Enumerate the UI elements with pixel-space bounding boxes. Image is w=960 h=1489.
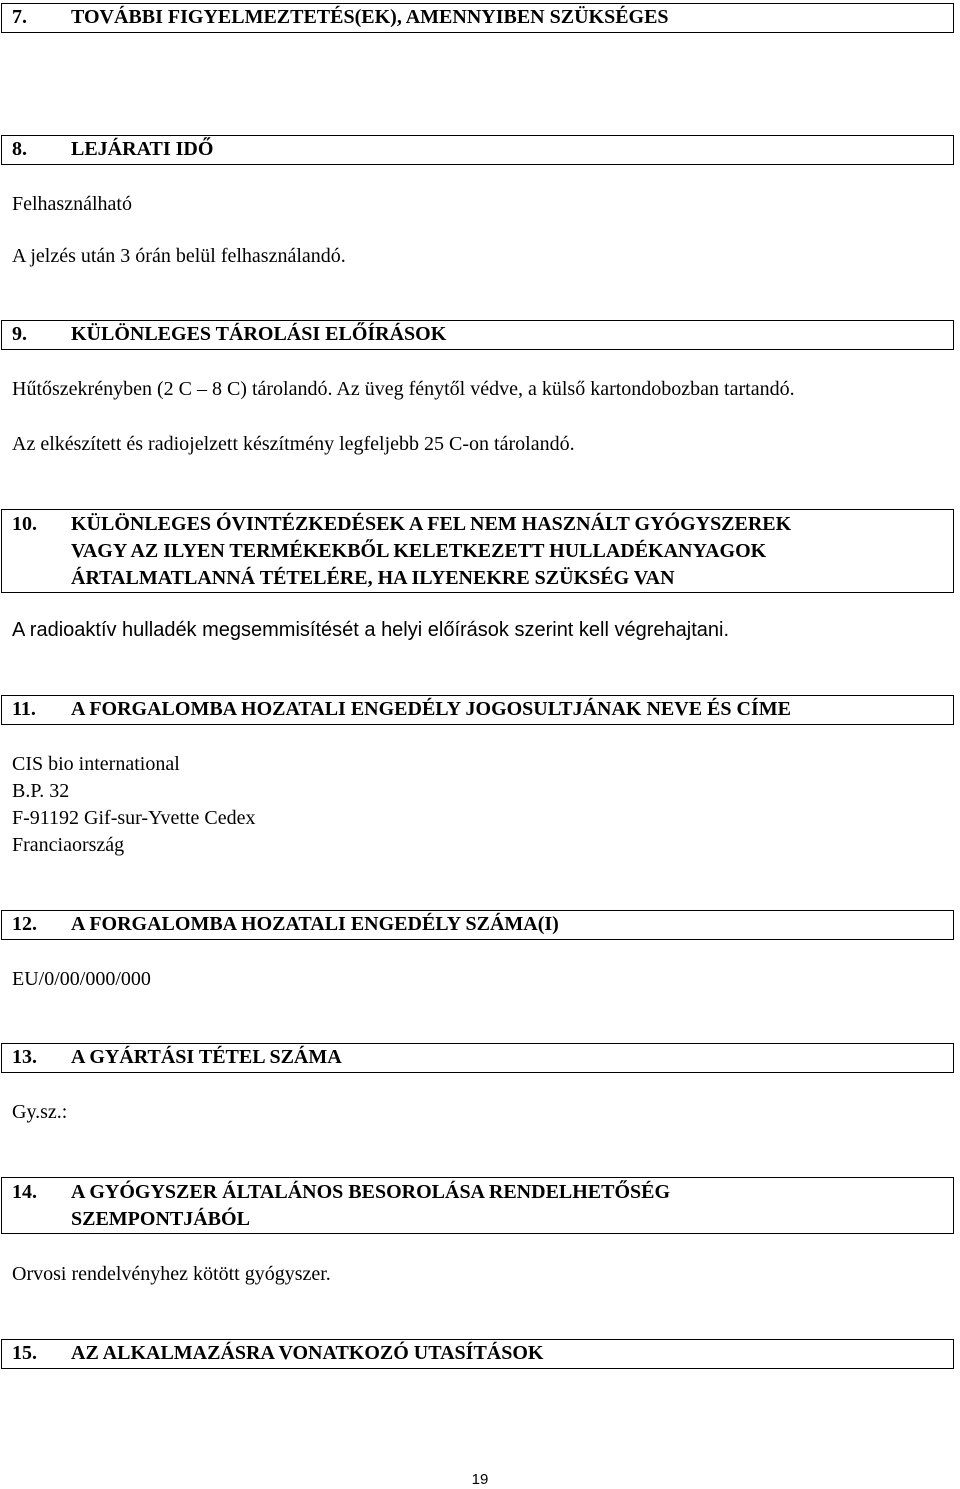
section-title: A FORGALOMBA HOZATALI ENGEDÉLY JOGOSULTJÁNAK NEVE ÉS CÍME	[71, 698, 791, 720]
disposal-text: A radioaktív hulladék megsemmisítését a helyi előírások szerint kell végrehajtani.	[12, 619, 730, 641]
section-title: TOVÁBBI FIGYELMEZTETÉS(EK), AMENNYIBEN SZÜKSÉGES	[71, 6, 669, 28]
section-15-header	[1, 1339, 954, 1369]
storage-line-2: Az elkészített és radiojelzett készítmény legfeljebb 25 C-on tárolandó.	[12, 433, 575, 455]
section-title	[71, 1179, 945, 1233]
section-title: KÜLÖNLEGES TÁROLÁSI ELŐÍRÁSOK	[71, 323, 447, 345]
expiry-label: Felhasználható	[12, 193, 132, 215]
section-14-header	[1, 1177, 954, 1234]
holder-country: Franciaország	[12, 834, 125, 856]
holder-city: F-91192 Gif-sur-Yvette Cedex	[12, 807, 256, 829]
auth-number: EU/0/00/000/000	[12, 968, 151, 990]
section-11-header	[1, 695, 954, 725]
section-title-line: ÁRTALMATLANNÁ TÉTELÉRE, HA ILYENEKRE SZÜKSÉG VAN	[71, 567, 675, 589]
holder-name: CIS bio international	[12, 753, 180, 775]
section-title	[71, 511, 945, 592]
section-number: 8.	[12, 138, 27, 160]
classification-text: Orvosi rendelvényhez kötött gyógyszer.	[12, 1263, 331, 1285]
section-title: A FORGALOMBA HOZATALI ENGEDÉLY SZÁMA(I)	[71, 913, 559, 935]
section-number: 7.	[12, 6, 27, 28]
section-number: 11.	[12, 698, 36, 720]
section-9-header	[1, 320, 954, 350]
storage-line-1: Hűtőszekrényben (2 C – 8 C) tárolandó. Az üveg fénytől védve, a külső kartondobozban tartandó.	[12, 378, 795, 400]
section-title-line: VAGY AZ ILYEN TERMÉKEKBŐL KELETKEZETT HULLADÉKANYAGOK	[71, 540, 767, 562]
section-title-line: A GYÓGYSZER ÁLTALÁNOS BESOROLÁSA RENDELHETŐSÉG	[71, 1181, 671, 1203]
section-number: 13.	[12, 1046, 37, 1068]
batch-label: Gy.sz.:	[12, 1101, 68, 1123]
section-12-header	[1, 910, 954, 940]
section-number: 10.	[12, 513, 37, 535]
holder-po-box: B.P. 32	[12, 780, 70, 802]
section-title-line: KÜLÖNLEGES ÓVINTÉZKEDÉSEK A FEL NEM HASZNÁLT GYÓGYSZEREK	[71, 513, 792, 535]
section-7-header	[1, 3, 954, 33]
section-number: 9.	[12, 323, 27, 345]
section-title: LEJÁRATI IDŐ	[71, 138, 214, 160]
section-title: AZ ALKALMAZÁSRA VONATKOZÓ UTASÍTÁSOK	[71, 1342, 544, 1364]
expiry-note: A jelzés után 3 órán belül felhasználandó.	[12, 245, 346, 267]
section-number: 12.	[12, 913, 37, 935]
section-number: 14.	[12, 1181, 37, 1203]
section-title: A GYÁRTÁSI TÉTEL SZÁMA	[71, 1046, 342, 1068]
section-13-header	[1, 1043, 954, 1073]
section-8-header	[1, 135, 954, 165]
section-title-line: SZEMPONTJÁBÓL	[71, 1208, 250, 1230]
section-10-header	[1, 509, 954, 593]
page-number: 19	[471, 1471, 489, 1488]
section-number: 15.	[12, 1342, 37, 1364]
